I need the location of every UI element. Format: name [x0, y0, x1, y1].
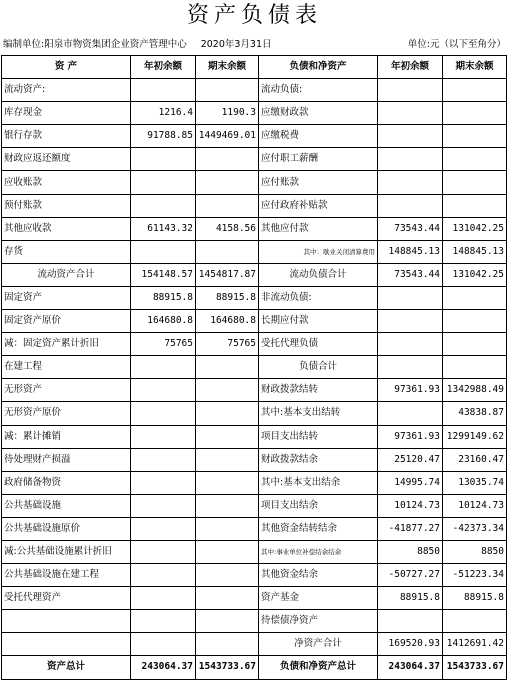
table-row	[2, 540, 507, 563]
liability-end-cell	[443, 356, 507, 379]
table-row	[2, 102, 507, 125]
table-row	[2, 494, 507, 517]
col-liab-begin: 年初余额	[378, 56, 443, 79]
col-liabilities: 负债和净资产	[259, 56, 378, 79]
liability-end-cell	[443, 79, 507, 102]
asset-end-cell: 1190.3	[196, 102, 259, 125]
asset-end-cell	[196, 517, 259, 540]
liability-begin-cell: 88915.8	[378, 587, 443, 610]
liability-end-cell: 1342988.49	[443, 379, 507, 402]
asset-end-cell	[196, 587, 259, 610]
liability-begin-cell	[378, 125, 443, 148]
table-row	[2, 425, 507, 448]
asset-name-cell: 流动资产合计	[2, 263, 131, 286]
liability-name-cell: 财政拨款结转	[259, 379, 378, 402]
asset-end-cell	[196, 540, 259, 563]
asset-end-cell: 75765	[196, 333, 259, 356]
liability-begin-cell	[378, 79, 443, 102]
liability-end-cell: 1412691.42	[443, 633, 507, 656]
currency-unit: 单位:元（以下至角分）	[407, 39, 506, 50]
asset-name-cell	[2, 633, 131, 656]
liability-name-cell: 流动负债合计	[259, 263, 378, 286]
asset-end-cell	[196, 633, 259, 656]
asset-end-cell	[196, 79, 259, 102]
liability-begin-cell: -41877.27	[378, 517, 443, 540]
liability-name-cell: 其中:基本支出结余	[259, 471, 378, 494]
liability-name-cell: 其中:事业单位补偿结余结余	[259, 540, 378, 563]
asset-name-cell: 预付账款	[2, 194, 131, 217]
table-row	[2, 217, 507, 240]
liability-begin-cell	[378, 171, 443, 194]
asset-name-cell: 银行存款	[2, 125, 131, 148]
asset-begin-cell	[131, 356, 196, 379]
liability-begin-cell	[378, 610, 443, 633]
table-row	[2, 79, 507, 102]
report-title: 资产负债表	[186, 3, 322, 28]
liability-begin-cell: 97361.93	[378, 425, 443, 448]
asset-begin-cell	[131, 564, 196, 587]
table-row	[2, 379, 507, 402]
asset-name-cell: 存货	[2, 240, 131, 263]
asset-begin-cell	[131, 194, 196, 217]
liability-name-cell: 应付政府补贴款	[259, 194, 378, 217]
liability-name-cell: 非流动负债:	[259, 286, 378, 309]
liability-name-cell: 其中：歇业关闭清算费用	[259, 240, 378, 263]
liability-name-cell: 流动负债:	[259, 79, 378, 102]
asset-begin-cell: 75765	[131, 333, 196, 356]
header-row	[2, 56, 507, 79]
asset-end-cell	[196, 471, 259, 494]
liability-name-cell: 其中:基本支出结转	[259, 402, 378, 425]
asset-name-cell: 减:公共基础设施累计折旧	[2, 540, 131, 563]
asset-begin-cell: 164680.8	[131, 310, 196, 333]
liability-end-cell	[443, 333, 507, 356]
asset-name-cell: 受托代理资产	[2, 587, 131, 610]
asset-end-cell	[196, 564, 259, 587]
table-row	[2, 310, 507, 333]
asset-name-cell: 应收账款	[2, 171, 131, 194]
asset-begin-cell: 88915.8	[131, 286, 196, 309]
liability-end-cell	[443, 286, 507, 309]
col-liab-end: 期末余额	[443, 56, 507, 79]
asset-end-cell	[196, 148, 259, 171]
liability-begin-cell: 73543.44	[378, 263, 443, 286]
liability-name-cell: 资产基金	[259, 587, 378, 610]
asset-begin-cell	[131, 79, 196, 102]
liability-begin-cell	[378, 286, 443, 309]
asset-begin-cell	[131, 540, 196, 563]
table-body	[2, 79, 507, 656]
table-row	[2, 286, 507, 309]
table-row	[2, 240, 507, 263]
liability-begin-cell	[378, 310, 443, 333]
table-row	[2, 148, 507, 171]
asset-end-cell	[196, 494, 259, 517]
liability-name-cell: 项目支出结余	[259, 494, 378, 517]
table-row	[2, 564, 507, 587]
asset-begin-cell	[131, 402, 196, 425]
total-row	[2, 656, 507, 679]
liability-begin-cell: 14995.74	[378, 471, 443, 494]
liability-end-cell	[443, 171, 507, 194]
asset-name-cell: 公共基础设施	[2, 494, 131, 517]
asset-end-cell	[196, 240, 259, 263]
table-row	[2, 633, 507, 656]
liability-end-cell: -42373.34	[443, 517, 507, 540]
table-row	[2, 517, 507, 540]
table-row	[2, 333, 507, 356]
col-assets: 资 产	[2, 56, 131, 79]
liability-begin-cell: -50727.27	[378, 564, 443, 587]
liability-begin-cell: 8850	[378, 540, 443, 563]
total-liab-label: 负债和净资产总计	[259, 656, 378, 679]
asset-end-cell: 88915.8	[196, 286, 259, 309]
liability-begin-cell: 73543.44	[378, 217, 443, 240]
liability-begin-cell	[378, 102, 443, 125]
liability-name-cell: 应付职工薪酬	[259, 148, 378, 171]
table-row	[2, 587, 507, 610]
asset-begin-cell	[131, 633, 196, 656]
asset-begin-cell	[131, 171, 196, 194]
liability-end-cell: 43838.87	[443, 402, 507, 425]
col-assets-end: 期末余额	[196, 56, 259, 79]
total-liab-end: 1543733.67	[443, 656, 507, 679]
asset-name-cell: 库存现金	[2, 102, 131, 125]
liability-end-cell	[443, 102, 507, 125]
liability-begin-cell: 148845.13	[378, 240, 443, 263]
asset-name-cell: 无形资产	[2, 379, 131, 402]
liability-name-cell: 财政拨款结余	[259, 448, 378, 471]
asset-end-cell	[196, 356, 259, 379]
liability-begin-cell: 97361.93	[378, 379, 443, 402]
total-liab-begin: 243064.37	[378, 656, 443, 679]
asset-name-cell: 固定资产	[2, 286, 131, 309]
liability-name-cell: 其他应付款	[259, 217, 378, 240]
asset-name-cell: 无形资产原价	[2, 402, 131, 425]
liability-end-cell: 88915.8	[443, 587, 507, 610]
liability-end-cell: 131042.25	[443, 217, 507, 240]
asset-begin-cell: 61143.32	[131, 217, 196, 240]
col-assets-begin: 年初余额	[131, 56, 196, 79]
table-row	[2, 610, 507, 633]
total-assets-label: 资产总计	[2, 656, 131, 679]
liability-end-cell	[443, 610, 507, 633]
asset-begin-cell: 154148.57	[131, 263, 196, 286]
asset-end-cell: 4158.56	[196, 217, 259, 240]
liability-end-cell: 23160.47	[443, 448, 507, 471]
asset-end-cell: 164680.8	[196, 310, 259, 333]
liability-name-cell: 长期应付款	[259, 310, 378, 333]
asset-begin-cell	[131, 148, 196, 171]
table-row	[2, 471, 507, 494]
liability-name-cell: 受托代理负债	[259, 333, 378, 356]
asset-name-cell	[2, 610, 131, 633]
liability-name-cell: 应缴财政款	[259, 102, 378, 125]
asset-name-cell: 公共基础设施在建工程	[2, 564, 131, 587]
liability-begin-cell	[378, 194, 443, 217]
asset-begin-cell	[131, 425, 196, 448]
balance-sheet-table	[1, 55, 507, 680]
compiling-unit: 编制单位:阳泉市物资集团企业资产管理中心	[3, 39, 187, 50]
liability-begin-cell: 25120.47	[378, 448, 443, 471]
liability-begin-cell: 10124.73	[378, 494, 443, 517]
asset-name-cell: 政府储备物资	[2, 471, 131, 494]
liability-name-cell: 应付账款	[259, 171, 378, 194]
liability-begin-cell	[378, 356, 443, 379]
asset-name-cell: 减：累计摊销	[2, 425, 131, 448]
asset-name-cell: 财政应返还额度	[2, 148, 131, 171]
liability-name-cell: 其他资金结余	[259, 564, 378, 587]
table-row	[2, 402, 507, 425]
asset-end-cell	[196, 448, 259, 471]
asset-begin-cell: 91788.85	[131, 125, 196, 148]
asset-begin-cell	[131, 448, 196, 471]
table-row	[2, 125, 507, 148]
asset-end-cell	[196, 610, 259, 633]
liability-name-cell: 其他资金结转结余	[259, 517, 378, 540]
liability-end-cell	[443, 194, 507, 217]
asset-name-cell: 在建工程	[2, 356, 131, 379]
total-assets-begin: 243064.37	[131, 656, 196, 679]
liability-end-cell	[443, 125, 507, 148]
liability-begin-cell: 169520.93	[378, 633, 443, 656]
liability-end-cell	[443, 148, 507, 171]
liability-end-cell: 8850	[443, 540, 507, 563]
liability-end-cell: 1299149.62	[443, 425, 507, 448]
asset-end-cell: 1449469.01	[196, 125, 259, 148]
liability-name-cell: 项目支出结转	[259, 425, 378, 448]
liability-begin-cell	[378, 402, 443, 425]
table-row	[2, 263, 507, 286]
liability-end-cell: 10124.73	[443, 494, 507, 517]
asset-end-cell	[196, 171, 259, 194]
asset-end-cell	[196, 194, 259, 217]
asset-end-cell	[196, 379, 259, 402]
asset-begin-cell	[131, 240, 196, 263]
asset-name-cell: 待处理财产损溢	[2, 448, 131, 471]
liability-name-cell: 净资产合计	[259, 633, 378, 656]
table-row	[2, 171, 507, 194]
asset-name-cell: 公共基础设施原价	[2, 517, 131, 540]
liability-end-cell: 13035.74	[443, 471, 507, 494]
liability-end-cell: -51223.34	[443, 564, 507, 587]
asset-end-cell: 1454817.87	[196, 263, 259, 286]
liability-end-cell: 148845.13	[443, 240, 507, 263]
asset-begin-cell	[131, 517, 196, 540]
asset-begin-cell	[131, 494, 196, 517]
liability-end-cell: 131042.25	[443, 263, 507, 286]
table-row	[2, 356, 507, 379]
asset-name-cell: 其他应收款	[2, 217, 131, 240]
table-row	[2, 448, 507, 471]
table-row	[2, 194, 507, 217]
asset-name-cell: 减：固定资产累计折旧	[2, 333, 131, 356]
asset-end-cell	[196, 402, 259, 425]
asset-begin-cell	[131, 379, 196, 402]
liability-begin-cell	[378, 333, 443, 356]
report-date: 2020年3月31日	[200, 39, 272, 50]
asset-begin-cell	[131, 610, 196, 633]
liability-name-cell: 负债合计	[259, 356, 378, 379]
liability-begin-cell	[378, 148, 443, 171]
asset-end-cell	[196, 425, 259, 448]
asset-begin-cell	[131, 587, 196, 610]
liability-name-cell: 待偿债净资产	[259, 610, 378, 633]
asset-begin-cell: 1216.4	[131, 102, 196, 125]
report-meta-left	[3, 38, 272, 52]
liability-end-cell	[443, 310, 507, 333]
liability-name-cell: 应缴税费	[259, 125, 378, 148]
asset-begin-cell	[131, 471, 196, 494]
asset-name-cell: 流动资产:	[2, 79, 131, 102]
asset-name-cell: 固定资产原价	[2, 310, 131, 333]
total-assets-end: 1543733.67	[196, 656, 259, 679]
